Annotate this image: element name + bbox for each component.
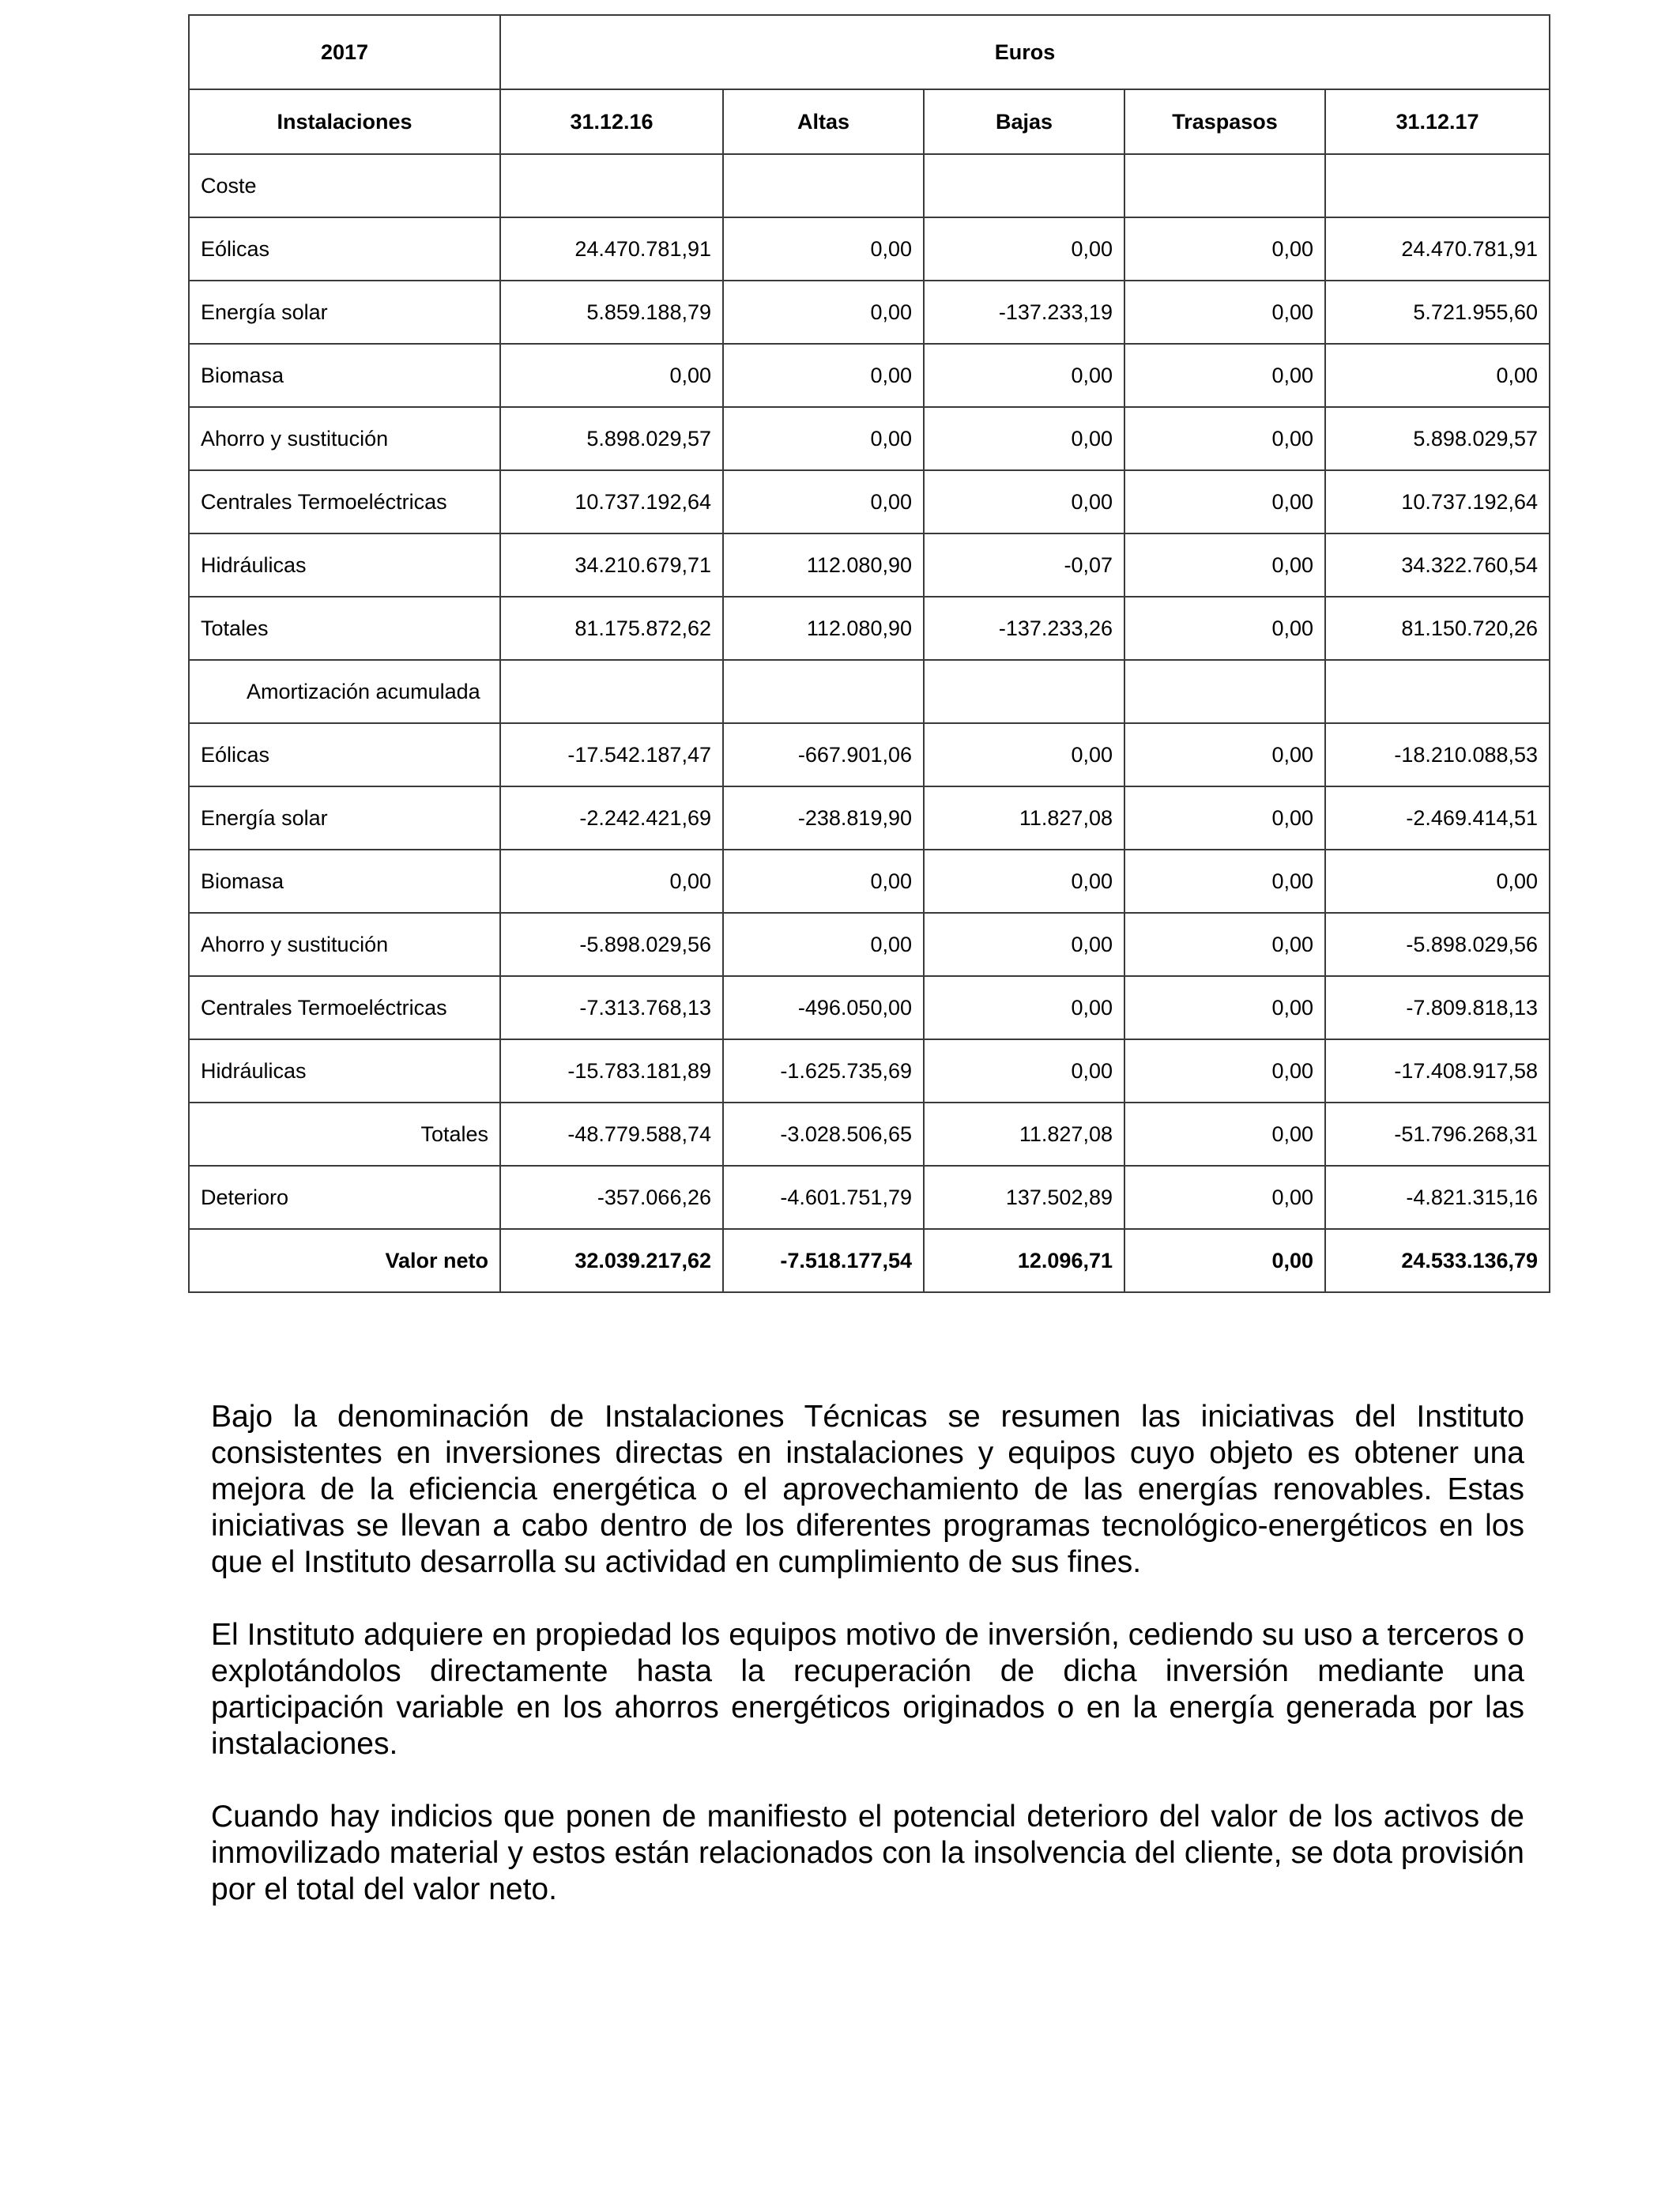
value-cell: 24.533.136,79 — [1325, 1229, 1550, 1292]
row-label: Totales — [189, 1103, 500, 1166]
table-row — [189, 344, 1550, 407]
value-cell: 0,00 — [924, 470, 1124, 533]
value-cell: 0,00 — [723, 281, 924, 344]
value-cell: 112.080,90 — [723, 597, 924, 660]
table-row — [189, 976, 1550, 1039]
value-cell: 0,00 — [723, 913, 924, 976]
column-header-row — [189, 89, 1550, 154]
value-cell: 0,00 — [1124, 913, 1325, 976]
section-label: Amortización acumulada — [189, 660, 500, 723]
row-label: Eólicas — [189, 217, 500, 281]
value-cell: -7.809.818,13 — [1325, 976, 1550, 1039]
value-cell: -4.821.315,16 — [1325, 1166, 1550, 1229]
table-row — [189, 913, 1550, 976]
value-cell: 0,00 — [1124, 1103, 1325, 1166]
value-cell: 0,00 — [500, 850, 723, 913]
empty-cell — [723, 660, 924, 723]
table-row — [189, 850, 1550, 913]
row-label: Biomasa — [189, 850, 500, 913]
value-cell: 0,00 — [924, 976, 1124, 1039]
row-label: Energía solar — [189, 786, 500, 850]
valor-neto-row — [189, 1229, 1550, 1292]
paragraph: Bajo la denominación de Instalaciones Técnicas se resumen las iniciativas del Instituto consistentes en inversiones directas en instalaciones y equipos cuyo objeto es obtener una mejora de la eficiencia energética o el aprovechamiento de las energías renovables. Estas iniciativas se llevan a cabo dentro de los diferentes programas tecnológico-energéticos en los que el Instituto desarrolla su actividad en cumplimiento de sus fines. — [211, 1400, 1524, 1579]
table-row — [189, 281, 1550, 344]
value-cell: 0,00 — [723, 217, 924, 281]
value-cell: -4.601.751,79 — [723, 1166, 924, 1229]
value-cell: 0,00 — [1124, 217, 1325, 281]
explanatory-notes — [211, 1399, 1524, 1944]
column-header: Altas — [723, 89, 924, 154]
totals-row — [189, 1103, 1550, 1166]
value-cell: 0,00 — [1124, 344, 1325, 407]
value-cell: 0,00 — [1124, 723, 1325, 786]
table-row — [189, 786, 1550, 850]
empty-cell — [1325, 660, 1550, 723]
empty-cell — [1325, 154, 1550, 217]
value-cell: 0,00 — [723, 470, 924, 533]
financial-table-body — [189, 15, 1550, 1292]
value-cell: -2.242.421,69 — [500, 786, 723, 850]
paragraph: Cuando hay indicios que ponen de manifiesto el potencial deterioro del valor de los activos de inmovilizado material y estos están relacionados con la insolvencia del cliente, se dota provisión por el total del valor neto. — [211, 1800, 1524, 1906]
section-header-row — [189, 154, 1550, 217]
value-cell: 12.096,71 — [924, 1229, 1124, 1292]
value-cell: -357.066,26 — [500, 1166, 723, 1229]
value-cell: 0,00 — [924, 913, 1124, 976]
row-label: Centrales Termoeléctricas — [189, 470, 500, 533]
value-cell: 0,00 — [1325, 344, 1550, 407]
value-cell: 10.737.192,64 — [1325, 470, 1550, 533]
value-cell: 5.721.955,60 — [1325, 281, 1550, 344]
table-row — [189, 407, 1550, 470]
table-header-row — [189, 15, 1550, 89]
row-label: Eólicas — [189, 723, 500, 786]
value-cell: 34.210.679,71 — [500, 533, 723, 597]
value-cell: 5.859.188,79 — [500, 281, 723, 344]
value-cell: 24.470.781,91 — [1325, 217, 1550, 281]
row-label: Energía solar — [189, 281, 500, 344]
value-cell: 112.080,90 — [723, 533, 924, 597]
deterioro-row — [189, 1166, 1550, 1229]
empty-cell — [924, 154, 1124, 217]
empty-cell — [723, 154, 924, 217]
value-cell: 0,00 — [723, 344, 924, 407]
column-header: Traspasos — [1124, 89, 1325, 154]
value-cell: 137.502,89 — [924, 1166, 1124, 1229]
value-cell: -51.796.268,31 — [1325, 1103, 1550, 1166]
row-label: Deterioro — [189, 1166, 500, 1229]
value-cell: 0,00 — [1124, 850, 1325, 913]
empty-cell — [500, 154, 723, 217]
value-cell: -496.050,00 — [723, 976, 924, 1039]
value-cell: -3.028.506,65 — [723, 1103, 924, 1166]
table-row — [189, 470, 1550, 533]
value-cell: -15.783.181,89 — [500, 1039, 723, 1103]
value-cell: 0,00 — [1124, 786, 1325, 850]
value-cell: 0,00 — [1124, 1166, 1325, 1229]
value-cell: 5.898.029,57 — [500, 407, 723, 470]
value-cell: 24.470.781,91 — [500, 217, 723, 281]
empty-cell — [924, 660, 1124, 723]
value-cell: 0,00 — [924, 1039, 1124, 1103]
value-cell: 0,00 — [500, 344, 723, 407]
section-header-row — [189, 660, 1550, 723]
row-label: Hidráulicas — [189, 533, 500, 597]
value-cell: 11.827,08 — [924, 1103, 1124, 1166]
value-cell: -2.469.414,51 — [1325, 786, 1550, 850]
value-cell: -17.542.187,47 — [500, 723, 723, 786]
value-cell: 0,00 — [924, 407, 1124, 470]
value-cell: -5.898.029,56 — [1325, 913, 1550, 976]
value-cell: 32.039.217,62 — [500, 1229, 723, 1292]
table-row — [189, 217, 1550, 281]
value-cell: -48.779.588,74 — [500, 1103, 723, 1166]
value-cell: 10.737.192,64 — [500, 470, 723, 533]
value-cell: -137.233,26 — [924, 597, 1124, 660]
row-label: Biomasa — [189, 344, 500, 407]
value-cell: 0,00 — [723, 850, 924, 913]
value-cell: -7.518.177,54 — [723, 1229, 924, 1292]
value-cell: 81.150.720,26 — [1325, 597, 1550, 660]
empty-cell — [500, 660, 723, 723]
row-label: Ahorro y sustitución — [189, 407, 500, 470]
value-cell: 81.175.872,62 — [500, 597, 723, 660]
value-cell: 0,00 — [1124, 1229, 1325, 1292]
value-cell: 0,00 — [1124, 407, 1325, 470]
totals-row — [189, 597, 1550, 660]
value-cell: 0,00 — [1124, 470, 1325, 533]
value-cell: 0,00 — [1124, 1039, 1325, 1103]
value-cell: 0,00 — [1124, 976, 1325, 1039]
value-cell: 34.322.760,54 — [1325, 533, 1550, 597]
row-label: Totales — [189, 597, 500, 660]
value-cell: 0,00 — [723, 407, 924, 470]
table-row — [189, 723, 1550, 786]
value-cell: 0,00 — [1124, 281, 1325, 344]
row-label: Ahorro y sustitución — [189, 913, 500, 976]
column-header: Instalaciones — [189, 89, 500, 154]
column-header: 31.12.17 — [1325, 89, 1550, 154]
currency-header: Euros — [500, 15, 1550, 89]
value-cell: -0,07 — [924, 533, 1124, 597]
table-row — [189, 1039, 1550, 1103]
value-cell: -1.625.735,69 — [723, 1039, 924, 1103]
value-cell: -137.233,19 — [924, 281, 1124, 344]
value-cell: -238.819,90 — [723, 786, 924, 850]
value-cell: -5.898.029,56 — [500, 913, 723, 976]
value-cell: -7.313.768,13 — [500, 976, 723, 1039]
empty-cell — [1124, 660, 1325, 723]
row-label: Hidráulicas — [189, 1039, 500, 1103]
empty-cell — [1124, 154, 1325, 217]
value-cell: 5.898.029,57 — [1325, 407, 1550, 470]
year-header: 2017 — [189, 15, 500, 89]
value-cell: 0,00 — [1325, 850, 1550, 913]
section-label: Coste — [189, 154, 500, 217]
value-cell: 0,00 — [924, 217, 1124, 281]
value-cell: 0,00 — [924, 344, 1124, 407]
value-cell: -18.210.088,53 — [1325, 723, 1550, 786]
column-header: Bajas — [924, 89, 1124, 154]
row-label: Valor neto — [189, 1229, 500, 1292]
value-cell: 0,00 — [1124, 533, 1325, 597]
value-cell: -17.408.917,58 — [1325, 1039, 1550, 1103]
value-cell: 11.827,08 — [924, 786, 1124, 850]
value-cell: 0,00 — [924, 723, 1124, 786]
column-header: 31.12.16 — [500, 89, 723, 154]
row-label: Centrales Termoeléctricas — [189, 976, 500, 1039]
value-cell: 0,00 — [1124, 597, 1325, 660]
financial-table — [188, 14, 1550, 1293]
value-cell: -667.901,06 — [723, 723, 924, 786]
table-row — [189, 533, 1550, 597]
value-cell: 0,00 — [924, 850, 1124, 913]
paragraph: El Instituto adquiere en propiedad los equipos motivo de inversión, cediendo su uso a terceros o explotándolos directamente hasta la recuperación de dicha inversión mediante una participación variable en los ahorros energéticos originados o en la energía generada por las instalaciones. — [211, 1618, 1524, 1761]
